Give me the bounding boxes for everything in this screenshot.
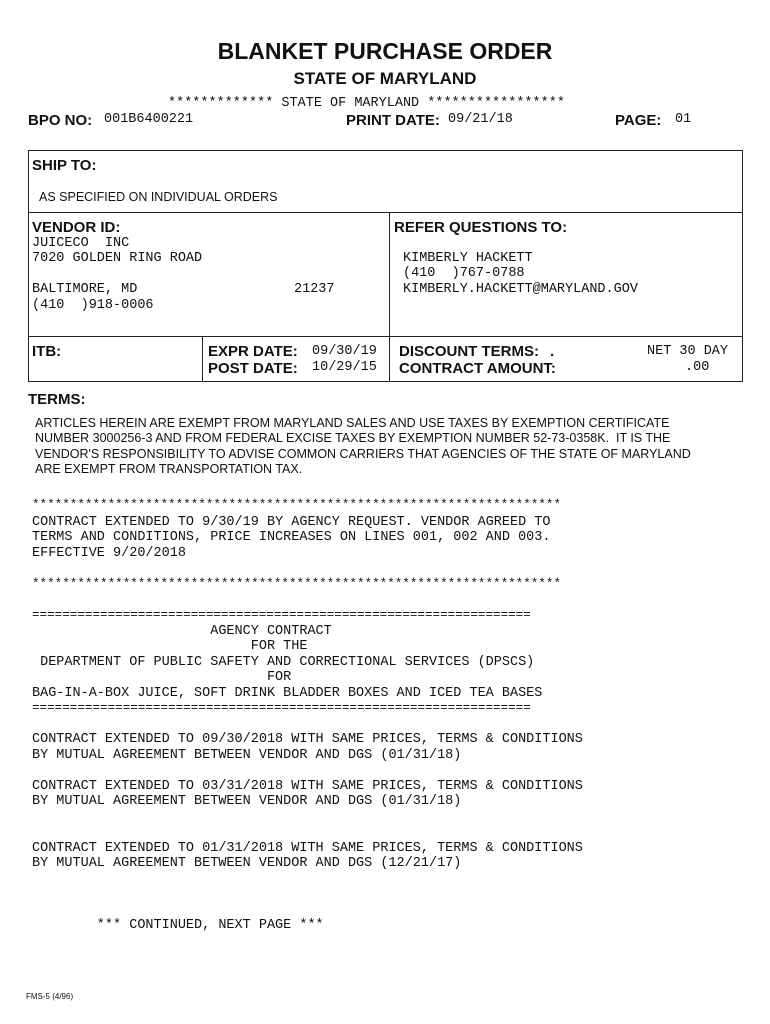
- expr-date-value: 09/30/19: [312, 344, 377, 359]
- extension-note-line: CONTRACT EXTENDED TO 03/31/2018 WITH SAME PRICES, TERMS & CONDITIONS: [32, 779, 583, 794]
- refer-name: KIMBERLY HACKETT: [403, 251, 533, 266]
- terms-row-box: [28, 336, 743, 382]
- bpo-value: 001B6400221: [104, 112, 194, 127]
- print-date-label: PRINT DATE:: [346, 112, 440, 129]
- agency-contract-line: FOR THE: [32, 639, 308, 654]
- bpo-label: BPO NO:: [28, 112, 93, 129]
- document-title: BLANKET PURCHASE ORDER: [217, 38, 553, 64]
- print-date-value: 09/21/18: [448, 112, 513, 127]
- ship-to-text: AS SPECIFIED ON INDIVIDUAL ORDERS: [39, 190, 278, 204]
- star-separator: **********************************************************************: [32, 498, 562, 512]
- agency-contract-line: FOR: [32, 670, 292, 685]
- contract-amount-label: CONTRACT AMOUNT:: [399, 360, 556, 377]
- vendor-street: 7020 GOLDEN RING ROAD: [32, 251, 203, 266]
- vendor-refer-box: [28, 212, 743, 337]
- vendor-id-label: VENDOR ID:: [32, 219, 121, 236]
- discount-terms-value: NET 30 DAY: [647, 344, 729, 359]
- itb-label: ITB:: [32, 343, 62, 360]
- star-separator: **********************************************************************: [32, 577, 562, 591]
- page-label: PAGE:: [615, 112, 662, 129]
- extension-note-line: BY MUTUAL AGREEMENT BETWEEN VENDOR AND DGS (01/31/18): [32, 794, 462, 809]
- vendor-city: BALTIMORE, MD: [32, 282, 138, 297]
- document-subtitle: STATE OF MARYLAND: [293, 69, 477, 88]
- terms-line: VENDOR'S RESPONSIBILITY TO ADVISE COMMON CARRIERS THAT AGENCIES OF THE STATE OF MARYLAND: [35, 447, 691, 461]
- equals-separator: ==================================================================: [32, 701, 531, 715]
- refer-email: KIMBERLY.HACKETT@MARYLAND.GOV: [403, 282, 638, 297]
- ship-to-label: SHIP TO:: [32, 157, 97, 174]
- terms-line: NUMBER 3000256-3 AND FROM FEDERAL EXCISE TAXES BY EXEMPTION NUMBER 52-73-0358K. IT IS THE: [35, 431, 671, 445]
- page-value: 01: [675, 112, 692, 127]
- discount-terms-label: DISCOUNT TERMS:: [399, 343, 539, 360]
- refer-phone: (410 )767-0788: [403, 266, 525, 281]
- contract-amount-value: .00: [685, 360, 710, 375]
- state-banner: ************* STATE OF MARYLAND *****************: [168, 96, 565, 111]
- vendor-zip: 21237: [294, 282, 335, 297]
- terms-row-divider-2: [389, 336, 390, 382]
- extension-line: CONTRACT EXTENDED TO 9/30/19 BY AGENCY REQUEST. VENDOR AGREED TO: [32, 515, 551, 530]
- discount-terms-dot: .: [550, 343, 555, 360]
- post-date-label: POST DATE:: [208, 360, 298, 377]
- extension-note-line: BY MUTUAL AGREEMENT BETWEEN VENDOR AND DGS (01/31/18): [32, 748, 462, 763]
- extension-note-line: CONTRACT EXTENDED TO 01/31/2018 WITH SAME PRICES, TERMS & CONDITIONS: [32, 841, 583, 856]
- extension-note-line: CONTRACT EXTENDED TO 09/30/2018 WITH SAME PRICES, TERMS & CONDITIONS: [32, 732, 583, 747]
- terms-row-divider-1: [202, 336, 203, 382]
- continued-notice: *** CONTINUED, NEXT PAGE ***: [32, 918, 324, 933]
- extension-line: EFFECTIVE 9/20/2018: [32, 546, 186, 561]
- vendor-phone: (410 )918-0006: [32, 298, 154, 313]
- terms-line: ARE EXEMPT FROM TRANSPORTATION TAX.: [35, 462, 303, 476]
- post-date-value: 10/29/15: [312, 360, 377, 375]
- agency-contract-line: BAG-IN-A-BOX JUICE, SOFT DRINK BLADDER BOXES AND ICED TEA BASES: [32, 686, 543, 701]
- form-id: FMS-5 (4/96): [26, 992, 74, 1001]
- agency-contract-line: AGENCY CONTRACT: [32, 624, 332, 639]
- vendor-name: JUICECO INC: [32, 236, 130, 251]
- vendor-refer-divider: [389, 212, 390, 337]
- expr-date-label: EXPR DATE:: [208, 343, 298, 360]
- extension-note-line: BY MUTUAL AGREEMENT BETWEEN VENDOR AND DGS (12/21/17): [32, 856, 462, 871]
- terms-line: ARTICLES HEREIN ARE EXEMPT FROM MARYLAND SALES AND USE TAXES BY EXEMPTION CERTIFICATE: [35, 416, 670, 430]
- refer-questions-label: REFER QUESTIONS TO:: [394, 219, 568, 236]
- extension-line: TERMS AND CONDITIONS, PRICE INCREASES ON LINES 001, 002 AND 003.: [32, 530, 551, 545]
- equals-separator: ==================================================================: [32, 608, 531, 622]
- terms-label: TERMS:: [28, 391, 86, 408]
- agency-contract-line: DEPARTMENT OF PUBLIC SAFETY AND CORRECTIONAL SERVICES (DPSCS): [32, 655, 535, 670]
